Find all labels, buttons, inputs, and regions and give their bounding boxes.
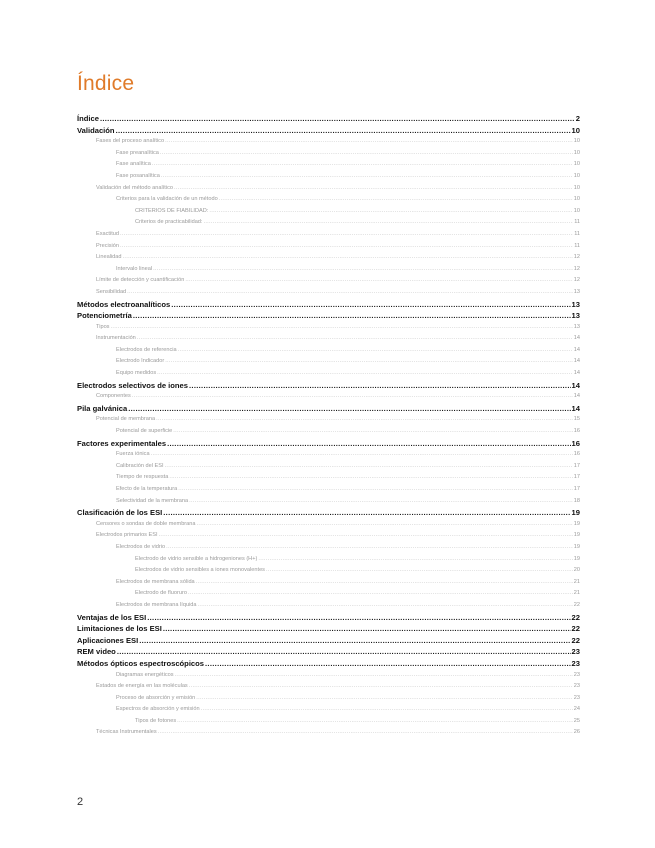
toc-entry[interactable] [77, 391, 580, 403]
toc-entry-page: 14 [573, 393, 580, 400]
toc-entry-title: Electrodo de vidrio sensible a hidrogeniones (H+) [135, 555, 258, 562]
toc-dot-leader [173, 427, 572, 438]
toc-entry-title: Ventajas de los ESI [77, 612, 147, 622]
toc-entry-page: 14 [573, 335, 580, 342]
toc-entry-title: Electrodos de referencia [116, 346, 177, 353]
toc-dot-leader [163, 624, 571, 635]
toc-entry-title: Métodos electroanalíticos [77, 299, 171, 309]
toc-entry-title: Precisión [96, 242, 120, 249]
toc-dot-leader [132, 392, 573, 403]
toc-dot-leader [258, 554, 572, 565]
toc-entry-title: REM video [77, 647, 116, 657]
toc-dot-leader [178, 345, 573, 356]
toc-dot-leader [153, 264, 573, 275]
toc-entry[interactable] [77, 414, 580, 426]
toc-entry-title: Diagramas energéticos [116, 671, 174, 678]
toc-entry-title: Electrodos primarios ESI [96, 532, 158, 539]
toc-entry-page: 21 [573, 578, 580, 585]
toc-dot-leader [203, 218, 573, 229]
toc-dot-leader [165, 137, 573, 148]
toc-dot-leader [189, 682, 573, 693]
toc-entry-title: Electrodo Indicador [116, 358, 165, 365]
toc-entry[interactable] [77, 310, 580, 322]
toc-entry-page: 17 [573, 462, 580, 469]
toc-dot-leader [152, 160, 573, 171]
toc-entry-title: Criterios para la validación de un método [116, 196, 218, 203]
toc-dot-leader [219, 195, 573, 206]
toc-entry-page: 22 [571, 624, 580, 634]
toc-entry-page: 11 [574, 219, 580, 226]
toc-dot-leader [165, 357, 573, 368]
toc-dot-leader [123, 253, 573, 264]
toc-dot-leader [196, 577, 573, 588]
toc-entry[interactable] [77, 322, 580, 334]
toc-dot-leader [158, 728, 573, 739]
toc-entry-title: Factores experimentales [77, 438, 167, 448]
toc-entry-page: 12 [573, 277, 580, 284]
toc-entry-page: 10 [571, 125, 580, 135]
toc-entry-title: Fases del proceso analítico [96, 138, 165, 145]
toc-entry-page: 18 [573, 497, 580, 504]
toc-entry-title: Límite de detección y cuantificación [96, 277, 185, 284]
toc-entry-title: Validación [77, 125, 115, 135]
toc-dot-leader [147, 612, 570, 623]
toc-entry[interactable] [77, 681, 580, 693]
toc-dot-leader [198, 601, 573, 612]
toc-entry-page: 21 [573, 590, 580, 597]
toc-entry-page: 13 [573, 288, 580, 295]
toc-entry[interactable] [77, 287, 580, 299]
toc-dot-leader [169, 473, 572, 484]
toc-dot-leader [133, 311, 571, 322]
toc-entry[interactable] [77, 635, 580, 647]
toc-dot-leader [205, 659, 571, 670]
toc-entry-page: 19 [573, 555, 580, 562]
toc-entry[interactable] [77, 229, 580, 241]
toc-entry-page: 10 [573, 138, 580, 145]
toc-entry[interactable] [77, 403, 580, 415]
toc-entry[interactable] [77, 299, 580, 311]
toc-entry-page: 19 [573, 532, 580, 539]
toc-entry[interactable] [77, 125, 580, 137]
toc-entry[interactable] [77, 727, 580, 739]
toc-dot-leader [178, 485, 573, 496]
toc-entry-page: 19 [573, 543, 580, 550]
toc-entry-page: 26 [573, 729, 580, 736]
toc-dot-leader [137, 334, 573, 345]
toc-entry[interactable] [77, 588, 580, 600]
toc-entry-title: Fase posanalítica [116, 172, 160, 179]
toc-entry[interactable] [77, 183, 580, 195]
toc-dot-leader [188, 589, 573, 600]
toc-entry[interactable] [77, 194, 580, 206]
toc-dot-leader [177, 716, 573, 727]
toc-entry-page: 10 [573, 207, 580, 214]
table-of-contents [77, 113, 580, 739]
toc-entry-page: 11 [574, 242, 580, 249]
toc-entry[interactable] [77, 380, 580, 392]
toc-entry-title: Electrodos de membrana líquida [116, 601, 197, 608]
toc-entry-page: 14 [571, 380, 580, 390]
toc-entry[interactable] [77, 716, 580, 728]
page-number: 2 [77, 796, 84, 808]
toc-entry-page: 13 [571, 299, 580, 309]
toc-entry[interactable] [77, 345, 580, 357]
toc-entry-page: 19 [571, 508, 580, 518]
toc-entry[interactable] [77, 554, 580, 566]
toc-entry-title: Efecto de la temperatura [116, 486, 178, 492]
toc-entry-page: 10 [573, 161, 580, 168]
toc-entry[interactable] [77, 472, 580, 484]
toc-entry-page: 25 [573, 717, 580, 724]
toc-entry[interactable] [77, 693, 580, 705]
toc-entry-page: 16 [573, 451, 580, 458]
toc-entry-title: Calibración del ESI [116, 462, 164, 469]
toc-entry-page: 12 [573, 265, 580, 272]
toc-dot-leader [139, 635, 570, 646]
toc-entry[interactable] [77, 612, 580, 624]
toc-entry-page: 24 [573, 706, 580, 713]
toc-dot-leader [201, 705, 573, 716]
toc-entry-page: 22 [571, 612, 580, 622]
toc-dot-leader [197, 519, 573, 530]
toc-entry-title: Electrodos de vidrio sensibles a iones monovalentes [135, 567, 265, 574]
toc-entry-title: Estados de energía en las moléculas [96, 683, 188, 690]
toc-entry[interactable] [77, 171, 580, 183]
toc-entry[interactable] [77, 264, 580, 276]
toc-entry-title: Potenciometría [77, 311, 132, 321]
toc-entry[interactable] [77, 333, 580, 345]
toc-entry-title: CRITERIOS DE FIABILIDAD: [135, 207, 209, 214]
toc-entry-page: 14 [571, 403, 580, 413]
toc-dot-leader [189, 380, 571, 391]
toc-entry-title: Tipos de fotones [135, 717, 177, 724]
toc-entry-title: Linealidad [96, 254, 122, 261]
toc-entry[interactable] [77, 438, 580, 450]
toc-entry-title: Electrodos de membrana sólida [116, 578, 195, 585]
toc-dot-leader [175, 670, 573, 681]
toc-entry[interactable] [77, 113, 580, 125]
toc-entry[interactable] [77, 530, 580, 542]
toc-entry-title: Espectros de absorción y emisión [116, 706, 200, 713]
toc-entry-title: Tipos [96, 323, 110, 330]
toc-entry-page: 16 [571, 438, 580, 448]
toc-entry[interactable] [77, 159, 580, 171]
toc-dot-leader [196, 693, 572, 704]
toc-entry[interactable] [77, 704, 580, 716]
toc-entry[interactable] [77, 136, 580, 148]
toc-entry-page: 22 [571, 635, 580, 645]
toc-dot-leader [171, 299, 570, 310]
toc-entry-title: Tiempo de respuesta [116, 474, 169, 481]
toc-dot-leader [127, 288, 573, 299]
toc-entry-page: 20 [573, 567, 580, 574]
toc-entry[interactable] [77, 368, 580, 380]
toc-entry-page: 10 [573, 196, 580, 203]
toc-entry-page: 17 [573, 486, 580, 492]
toc-dot-leader [120, 241, 573, 252]
toc-entry[interactable] [77, 484, 580, 496]
toc-entry[interactable] [77, 646, 580, 658]
toc-dot-leader [166, 543, 573, 554]
toc-entry-page: 13 [573, 323, 580, 330]
toc-entry-title: Intervalo lineal [116, 265, 153, 272]
toc-dot-leader [128, 403, 570, 414]
toc-entry-title: Pila galvánica [77, 403, 128, 413]
toc-entry-title: Índice [77, 114, 99, 123]
toc-entry[interactable] [77, 217, 580, 229]
toc-dot-leader [116, 125, 571, 136]
toc-entry[interactable] [77, 507, 580, 519]
toc-entry-title: Potencial de superficie [116, 428, 173, 435]
toc-entry-page: 11 [574, 230, 580, 237]
toc-entry-title: Validación del método analítico [96, 184, 174, 191]
toc-entry-title: Limitaciones de los ESI [77, 624, 162, 634]
toc-dot-leader [266, 566, 573, 577]
toc-entry[interactable] [77, 241, 580, 253]
toc-entry[interactable] [77, 426, 580, 438]
toc-dot-leader [100, 114, 575, 125]
toc-entry-page: 14 [573, 358, 580, 365]
toc-entry-page: 23 [573, 671, 580, 678]
toc-dot-leader [110, 322, 572, 333]
toc-entry[interactable] [77, 449, 580, 461]
toc-entry[interactable] [77, 600, 580, 612]
toc-entry-title: Equipo medidos [116, 370, 157, 377]
page-title: Índice [77, 72, 135, 95]
toc-dot-leader [185, 276, 572, 287]
toc-entry[interactable] [77, 461, 580, 473]
toc-entry-title: Sensibilidad [96, 288, 127, 295]
toc-entry[interactable] [77, 275, 580, 287]
toc-dot-leader [120, 230, 573, 241]
toc-dot-leader [209, 206, 572, 217]
toc-dot-leader [189, 496, 573, 507]
toc-entry[interactable] [77, 577, 580, 589]
toc-entry-title: Criterios de practicabilidad: [135, 219, 203, 226]
toc-entry-title: Fase preanalítica [116, 149, 159, 156]
toc-entry-page: 12 [573, 254, 580, 261]
toc-entry-page: 23 [573, 683, 580, 690]
toc-entry[interactable] [77, 565, 580, 577]
toc-entry-page: 23 [571, 658, 580, 668]
toc-dot-leader [161, 172, 573, 183]
toc-entry-page: 22 [573, 601, 580, 608]
toc-dot-leader [159, 531, 573, 542]
toc-entry-title: Aplicaciones ESI [77, 635, 139, 645]
toc-entry[interactable] [77, 542, 580, 554]
toc-dot-leader [160, 148, 573, 159]
toc-entry-page: 19 [573, 520, 580, 527]
toc-entry[interactable] [77, 496, 580, 508]
toc-entry-page: 23 [571, 647, 580, 657]
toc-entry-title: Fuerza iónica [116, 451, 150, 458]
toc-entry[interactable] [77, 519, 580, 531]
toc-entry-page: 10 [573, 172, 580, 179]
toc-entry-title: Proceso de absorción y emisión [116, 694, 196, 701]
toc-entry-title: Potencial de membrana [96, 416, 156, 423]
toc-entry-title: Electrodos de vidrio [116, 543, 166, 550]
toc-dot-leader [174, 183, 573, 194]
toc-entry[interactable] [77, 206, 580, 218]
toc-entry-page: 14 [573, 346, 580, 353]
toc-entry-title: Técnicas Instrumentales [96, 729, 157, 736]
toc-entry-title: Electrodos selectivos de iones [77, 380, 188, 390]
toc-entry-title: Clasificación de los ESI [77, 508, 163, 518]
toc-dot-leader [151, 450, 573, 461]
toc-entry[interactable] [77, 252, 580, 264]
toc-entry-page: 2 [575, 114, 580, 123]
toc-dot-leader [165, 461, 573, 472]
toc-entry-page: 13 [571, 311, 580, 321]
toc-entry-page: 17 [573, 474, 580, 481]
toc-dot-leader [156, 415, 573, 426]
toc-entry-title: Exactitud [96, 230, 120, 237]
toc-entry-page: 10 [573, 184, 580, 191]
toc-entry-title: Fase analítica [116, 161, 151, 168]
toc-entry-page: 15 [573, 416, 580, 423]
toc-entry[interactable] [77, 356, 580, 368]
toc-dot-leader [117, 647, 571, 658]
toc-dot-leader [163, 508, 570, 519]
toc-entry[interactable] [77, 623, 580, 635]
toc-entry-title: Censores o sondas de doble membrana [96, 520, 196, 527]
toc-entry[interactable] [77, 670, 580, 682]
toc-entry[interactable] [77, 658, 580, 670]
toc-entry-title: Selectividad de la membrana [116, 497, 189, 504]
toc-dot-leader [157, 369, 573, 380]
toc-entry[interactable] [77, 148, 580, 160]
toc-entry-page: 14 [573, 370, 580, 377]
toc-entry-page: 10 [573, 149, 580, 156]
toc-dot-leader [167, 438, 570, 449]
toc-entry-title: Electrodo de fluoruro [135, 590, 187, 597]
toc-entry-title: Métodos ópticos espectroscópicos [77, 658, 205, 668]
toc-entry-page: 16 [573, 428, 580, 435]
toc-entry-title: Instrumentación [96, 335, 136, 342]
toc-entry-page: 23 [573, 694, 580, 701]
toc-entry-title: Componentes [96, 393, 131, 400]
